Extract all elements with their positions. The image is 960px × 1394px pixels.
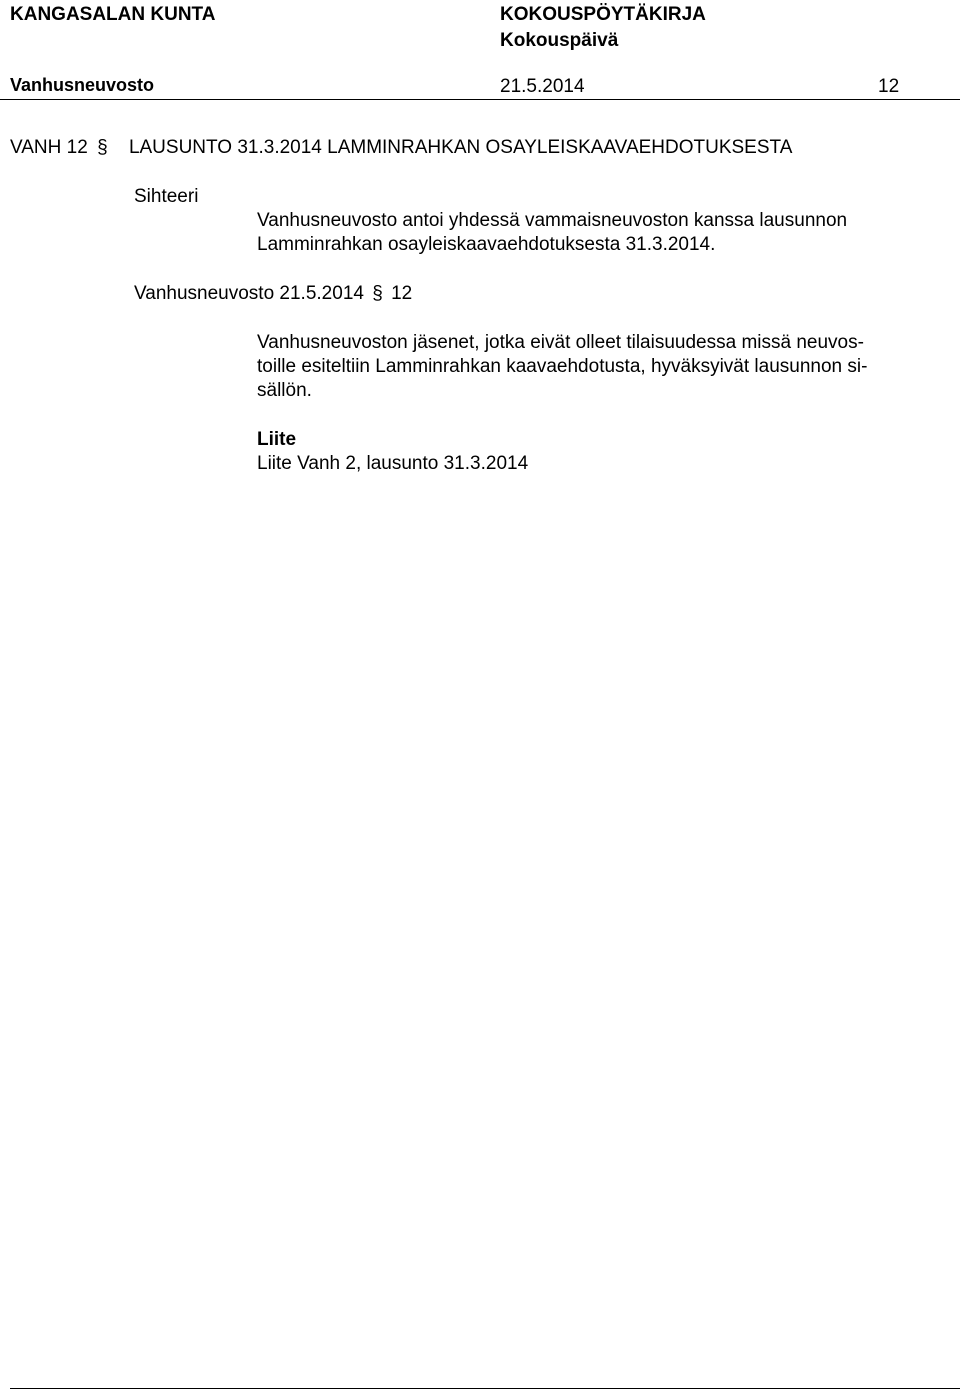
document-type: KOKOUSPÖYTÄKIRJA — [500, 4, 706, 25]
header-divider — [0, 99, 960, 100]
attachment-heading: Liite — [257, 429, 297, 450]
preparer-text — [257, 209, 847, 257]
meeting-date: 21.5.2014 — [500, 76, 585, 97]
preparer-label: Sihteeri — [134, 186, 199, 207]
preparer-line: Lamminrahkan osayleiskaavaehdotuksesta 31.3.2014. — [257, 234, 716, 255]
decision-line: toille esiteltiin Lamminrahkan kaavaehdotusta, hyväksyivät lausunnon si- — [257, 356, 868, 377]
section-number: VANH 12 — [10, 137, 88, 158]
page-number: 12 — [878, 76, 900, 97]
preparer-line: Vanhusneuvosto antoi yhdessä vammaisneuvoston kanssa lausunnon — [257, 210, 848, 231]
section-title: LAUSUNTO 31.3.2014 LAMMINRAHKAN OSAYLEISKAAVAEHDOTUKSESTA — [128, 137, 793, 158]
decision-reference — [134, 283, 412, 305]
decision-text — [257, 331, 867, 403]
attachment-item: Liite Vanh 2, lausunto 31.3.2014 — [257, 453, 529, 474]
decision-ref-text: Vanhusneuvosto 21.5.2014 — [134, 283, 364, 304]
section-heading — [10, 137, 792, 159]
decision-ref-number: 12 — [391, 283, 413, 304]
meeting-date-label: Kokouspäivä — [500, 30, 619, 51]
decision-line: Vanhusneuvoston jäsenet, jotka eivät olleet tilaisuudessa missä neuvos- — [257, 332, 864, 353]
decision-line: sällön. — [257, 380, 312, 401]
section-sign: § — [97, 137, 108, 158]
municipality-name: KANGASALAN KUNTA — [10, 4, 216, 25]
decision-ref-sign: § — [372, 283, 383, 304]
footer-divider — [10, 1388, 960, 1389]
body-name: Vanhusneuvosto — [10, 75, 155, 95]
